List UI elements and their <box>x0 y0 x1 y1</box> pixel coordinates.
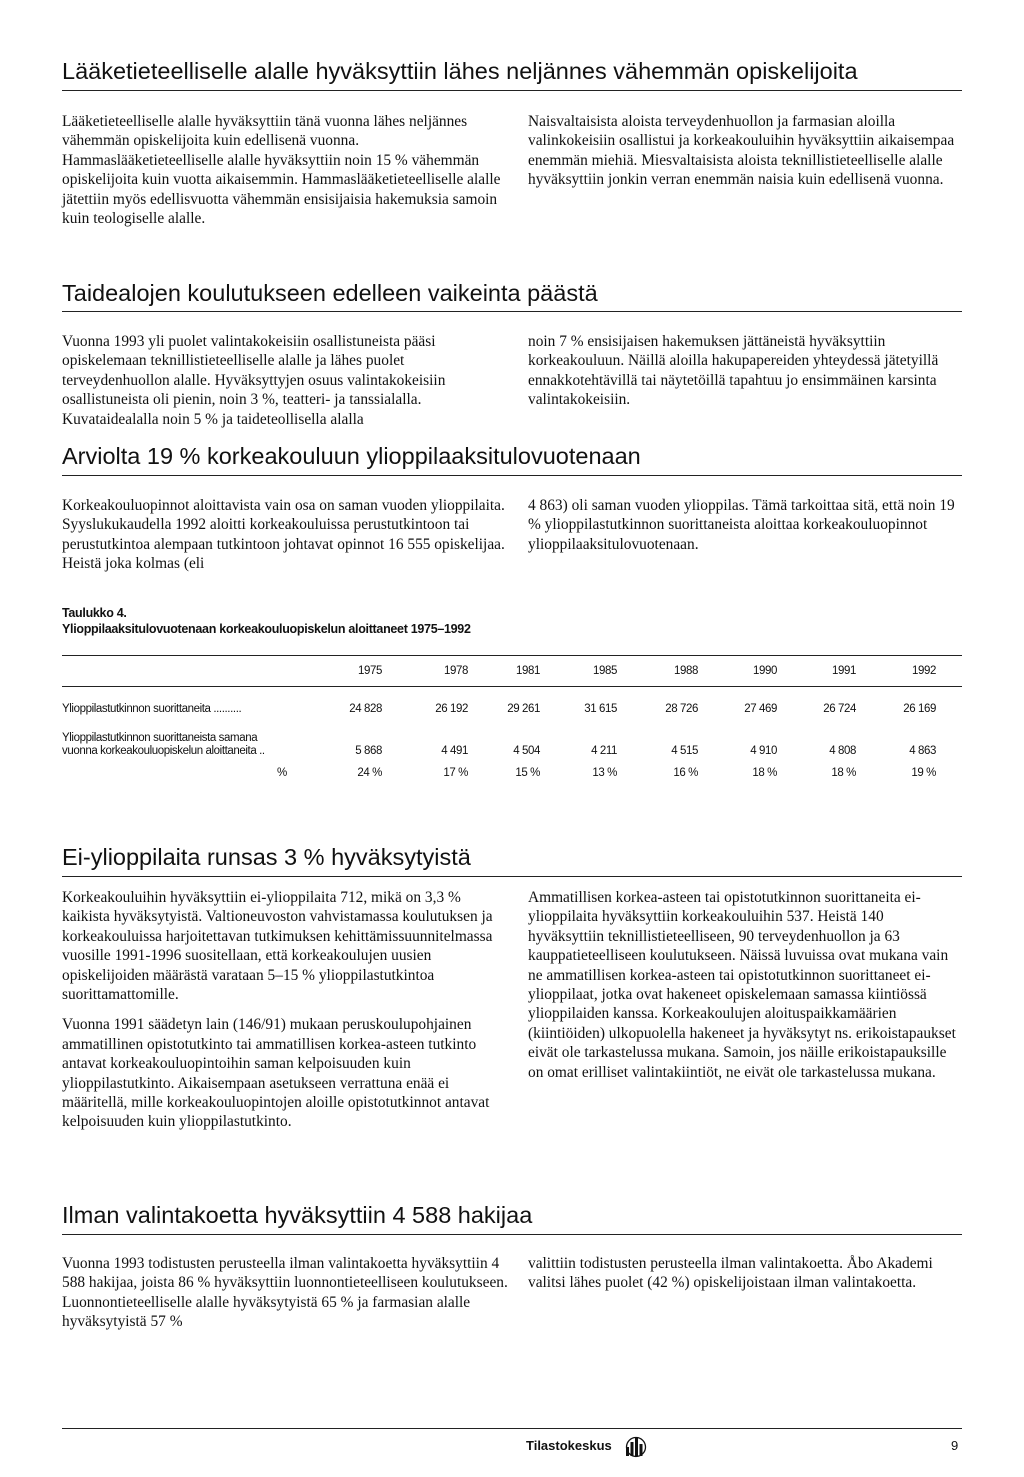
heading-rule <box>62 1234 962 1235</box>
table-cell: 24 % <box>357 767 382 779</box>
paragraph: Vuonna 1993 yli puolet valintakokeisiin osallistuneista pääsi opiskelemaan teknillistieteelliselle alalle ja lähes puolet terveydenhuollon alalle. Hyväksyttyjen osuus valintakokeisiin osallistuneista oli pienin, noin 3 %, teatteri- ja tanssialalla. Kuvataidealalla noin 5 % ja taideteollisella alalla <box>62 333 446 428</box>
table-cell: 4 910 <box>750 745 777 757</box>
paragraph: Vuonna 1991 säädetyn lain (146/91) mukaan peruskoulupohjainen ammatillinen opistotutkinto tai ammatillisen korkea-asteen tutkinto antavat korkeakouluopintoihin saman kelpoisuuden kuin ylioppilastutkinto. Aikaisempaan asetukseen verrattuna enää ei määritellä, mille korkeakouluopintojen aloille opistotutkinnot antavat kelpoisuuden kuin ylioppilastutkinto. <box>62 1016 490 1131</box>
section-4-left-column <box>62 888 508 1143</box>
table-header-row <box>62 665 962 679</box>
table-cell: 4 515 <box>671 745 698 757</box>
table-cell: 4 504 <box>513 745 540 757</box>
table-cell: 26 724 <box>823 703 856 715</box>
section-heading: Lääketieteelliselle alalle hyväksyttiin lähes neljännes vähemmän opiskelijoita <box>62 58 858 84</box>
table-cell: 17 % <box>443 767 468 779</box>
section-heading: Taidealojen koulutukseen edelleen vaikeinta päästä <box>62 280 598 306</box>
paragraph: valittiin todistusten perusteella ilman valintakoetta. Åbo Akademi valitsi lähes puolet (42 %) opiskelijoistaan ilman valintakoetta. <box>528 1255 933 1292</box>
heading-rule <box>62 311 962 312</box>
section-3-right-column <box>528 496 962 565</box>
row-label: % <box>277 767 287 779</box>
row-label: Ylioppilastutkinnon suorittaneita .......... <box>62 703 242 715</box>
table-cell: 15 % <box>515 767 540 779</box>
paragraph: Lääketieteelliselle alalle hyväksyttiin tänä vuonna lähes neljännes vähemmän opiskelijoita kuin edellisenä vuonna. Hammaslääketieteelliselle alalle hyväksyttiin noin 15 % vähemmän opiskelijoita kuin vuotta aikaisemmin. Hammaslääketieteelliselle alalle jätettiin myös edellisvuotta vähemmän ensisijaisia hakemuksia samoin kuin teologiselle alalle. <box>62 113 501 228</box>
data-table <box>62 640 962 800</box>
section-3-left-column <box>62 496 508 585</box>
section-2-left-column <box>62 332 508 440</box>
table-row <box>62 703 962 717</box>
section-5-right-column <box>528 1254 962 1304</box>
year-header: 1992 <box>912 665 936 677</box>
row-label: Ylioppilastutkinnon suorittaneista samana <box>62 732 258 744</box>
year-header: 1985 <box>593 665 617 677</box>
year-header: 1975 <box>358 665 382 677</box>
table-cell: 24 828 <box>349 703 382 715</box>
paragraph: Korkeakouluihin hyväksyttiin ei-ylioppilaita 712, mikä on 3,3 % kaikista hyväksytyistä. Valtioneuvoston vahvistamassa koulutuksen ja korkeakouluissa harjoitettavan tutkimuksen kehittämissuunnitelmassa vuosille 1991-1996 suositellaan, että korkeakoulujen uusien opiskelijoiden määrästä varataan 5–15 % ylioppilastutkintoa suorittamattomille. <box>62 889 493 1004</box>
table-cell: 18 % <box>831 767 856 779</box>
heading-rule <box>62 90 962 91</box>
table-cell: 31 615 <box>584 703 617 715</box>
table-cell: 19 % <box>911 767 936 779</box>
table-cell: 4 491 <box>441 745 468 757</box>
section-4-right-column <box>528 888 962 1093</box>
table-cell: 26 169 <box>903 703 936 715</box>
publisher-name: Tilastokeskus <box>526 1438 612 1453</box>
section-1-left-column <box>62 112 508 239</box>
table-header-rule <box>62 686 962 687</box>
row-label: vuonna korkeakouluopiskelun aloittaneita .. <box>62 745 265 757</box>
paragraph: Naisvaltaisista aloista terveydenhuollon ja farmasian aloilla valinkokeisiin osallistui ja korkeakouluihin hyväksyttiin aikaisempaa enemmän miehiä. Miesvaltaisista aloista teknillistieteelliselle alalle hyväksyttiin jonkin verran enemmän naisia kuin edellisenä vuonna. <box>528 113 955 189</box>
year-header: 1988 <box>674 665 698 677</box>
table-cell: 26 192 <box>435 703 468 715</box>
section-5-left-column <box>62 1254 508 1343</box>
table-cell: 4 808 <box>829 745 856 757</box>
table-caption <box>62 606 471 637</box>
table-top-rule <box>62 655 962 656</box>
footer-rule <box>62 1428 962 1429</box>
year-header: 1978 <box>444 665 468 677</box>
table-title: Ylioppilaaksitulovuotenaan korkeakouluopiskelun aloittaneet 1975–1992 <box>62 621 471 636</box>
table-cell: 13 % <box>592 767 617 779</box>
table-cell: 5 868 <box>355 745 382 757</box>
publisher-logo-icon <box>625 1435 647 1462</box>
paragraph: Vuonna 1993 todistusten perusteella ilman valintakoetta hyväksyttiin 4 588 hakijaa, joista 86 % hyväksyttiin luonnontieteelliseen koulutukseen. Luonnontieteelliselle alalle hyväksytyistä 65 % ja farmasian alalle hyväksytyistä 57 % <box>62 1255 508 1331</box>
table-cell: 28 726 <box>665 703 698 715</box>
paragraph: 4 863) oli saman vuoden ylioppilas. Tämä tarkoittaa sitä, että noin 19 % ylioppilastutkinnon suorittaneista aloittaa korkeakouluopinnot ylioppilaaksitulovuotenaan. <box>528 497 955 553</box>
year-header: 1991 <box>832 665 856 677</box>
table-cell: 18 % <box>752 767 777 779</box>
table-cell: 16 % <box>673 767 698 779</box>
page-number: 9 <box>951 1438 959 1453</box>
page-footer <box>0 1435 1024 1459</box>
table-cell: 4 211 <box>591 745 617 757</box>
table-row <box>62 767 962 781</box>
paragraph: noin 7 % ensisijaisen hakemuksen jättäneistä hyväksyttiin korkeakouluun. Näillä aloilla hakupapereiden yhteydessä jätetyillä ennakkotehtävillä tai näytetöillä tapahtuu jo ensimmäinen karsinta valintakokeisiin. <box>528 333 939 409</box>
table-row-label-line <box>62 732 962 746</box>
year-header: 1981 <box>516 665 540 677</box>
paragraph: Korkeakouluopinnot aloittavista vain osa on saman vuoden ylioppilaita. Syyslukukaudella 1992 aloitti korkeakouluissa perustutkintoon tai perustutkintoa alempaan tutkintoon johtavat opinnot 16 555 opiskelijaa. Heistä joka kolmas (eli <box>62 497 505 573</box>
table-number: Taulukko 4. <box>62 606 127 620</box>
paragraph: Ammatillisen korkea-asteen tai opistotutkinnon suorittaneita ei-ylioppilaita hyväksyttiin korkeakouluihin 537. Heistä 140 hyväksyttiin teknillistieteelliseen, 90 terveydenhuollon ja 63 kauppatieteelliseen koulutukseen. Näissä luvuissa ovat mukana vain ne ammatillisen korkea-asteen tai opistotutkinnon suorittaneet ei-ylioppilaat, jotka ovat hakeneet opiskelemaan samassa kiintiössä ylioppilaiden kanssa. Korkeakoulujen aloituspaikkamäärien (kiintiöiden) ulkopuolella hakeneet ja hyväksytyt ns. erikoistapaukset eivät ole tarkastelussa mukana. Samoin, jos näille erikoistapauksille on omat erilliset valintakiintiöt, ne eivät ole tarkastelussa mukana. <box>528 889 956 1081</box>
heading-rule <box>62 475 962 476</box>
table-row <box>62 745 962 759</box>
section-heading: Ilman valintakoetta hyväksyttiin 4 588 hakijaa <box>62 1202 533 1228</box>
table-cell: 27 469 <box>744 703 777 715</box>
section-1-right-column <box>528 112 962 201</box>
section-2-right-column <box>528 332 962 421</box>
table-cell: 4 863 <box>909 745 936 757</box>
heading-rule <box>62 876 962 877</box>
table-cell: 29 261 <box>507 703 540 715</box>
year-header: 1990 <box>753 665 777 677</box>
section-heading: Ei-ylioppilaita runsas 3 % hyväksytyistä <box>62 844 471 870</box>
section-heading: Arviolta 19 % korkeakouluun ylioppilaaksitulovuotenaan <box>62 443 641 469</box>
